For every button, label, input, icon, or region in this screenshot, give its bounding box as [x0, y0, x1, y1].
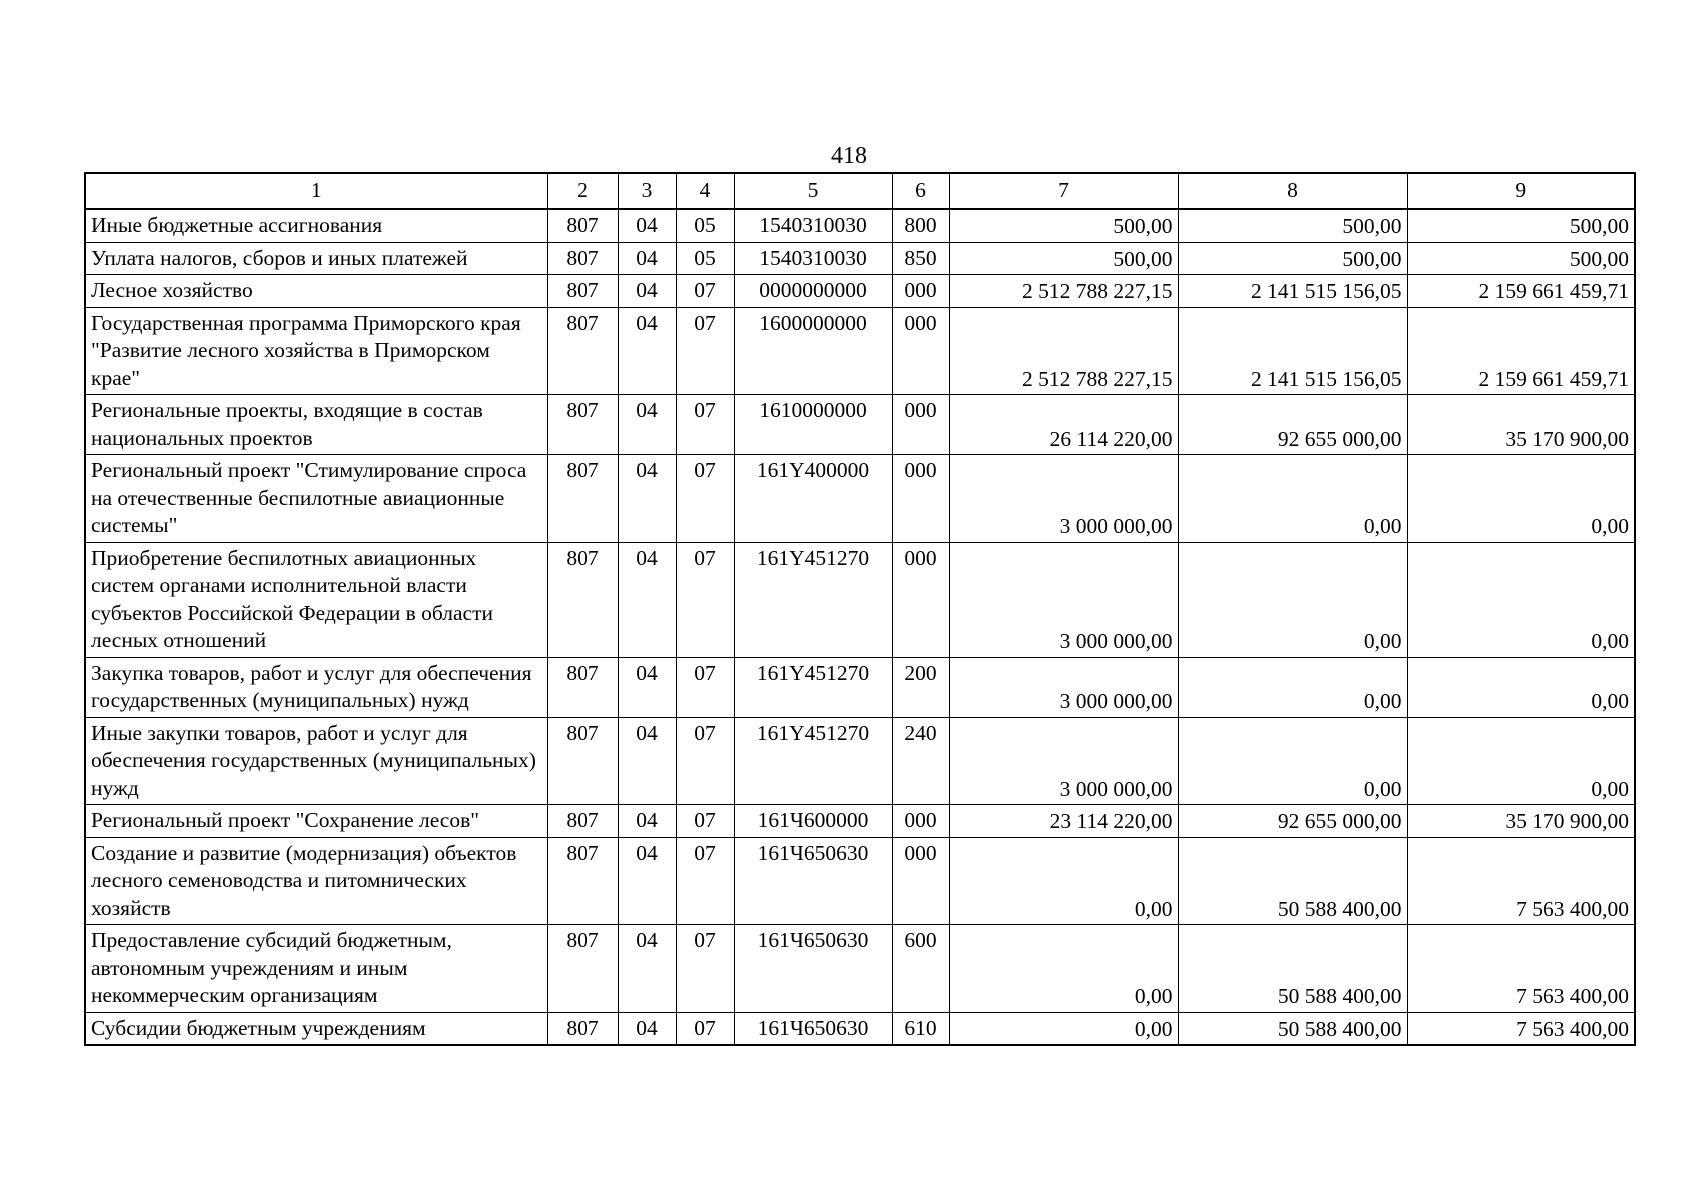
expense-type-code: 000	[892, 542, 949, 657]
amount-col-8	[1178, 307, 1407, 395]
amount-value: 0,00	[1591, 629, 1629, 653]
amount-col-8	[1178, 395, 1407, 455]
amount-value: 500,00	[1569, 246, 1629, 271]
amount-col-9	[1407, 455, 1635, 543]
amount-value: 50 588 400,00	[1277, 1016, 1402, 1041]
item-name: Субсидии бюджетным учреждениям	[85, 1012, 547, 1045]
amount-col-8	[1178, 837, 1407, 925]
ministry-code: 807	[547, 657, 618, 717]
section-code: 04	[618, 395, 676, 455]
amount-col-8	[1178, 805, 1407, 838]
expense-type-code: 850	[892, 242, 949, 275]
section-code: 04	[618, 542, 676, 657]
table-row	[85, 542, 1635, 657]
amount-col-9	[1407, 542, 1635, 657]
expense-type-code: 000	[892, 805, 949, 838]
amount-col-7	[949, 307, 1178, 395]
section-code: 04	[618, 275, 676, 308]
amount-value: 7 563 400,00	[1516, 896, 1629, 921]
amount-value: 0,00	[1363, 629, 1402, 653]
amount-value: 3 000 000,00	[1059, 514, 1173, 538]
expense-type-code: 200	[892, 657, 949, 717]
expense-type-code: 000	[892, 395, 949, 455]
item-name: Региональный проект "Стимулирование спроса на отечественные беспилотные авиационные системы"	[85, 455, 547, 543]
amount-value: 0,00	[1363, 514, 1402, 538]
amount-col-9	[1407, 657, 1635, 717]
subsection-code: 05	[676, 209, 734, 242]
item-name: Предоставление субсидий бюджетным, автономным учреждениям и иным некоммерческим организациям	[85, 925, 547, 1013]
table-row	[85, 657, 1635, 717]
amount-value: 500,00	[1113, 214, 1173, 238]
item-name: Закупка товаров, работ и услуг для обеспечения государственных (муниципальных) нужд	[85, 657, 547, 717]
section-code: 04	[618, 209, 676, 242]
item-name: Иные бюджетные ассигнования	[85, 209, 547, 242]
amount-col-9	[1407, 925, 1635, 1013]
amount-value: 500,00	[1342, 246, 1402, 271]
amount-value: 92 655 000,00	[1277, 809, 1402, 833]
amount-value: 3 000 000,00	[1059, 689, 1173, 713]
amount-value: 0,00	[1363, 689, 1402, 713]
ministry-code: 807	[547, 542, 618, 657]
target-article-code: 1610000000	[734, 395, 892, 455]
target-article-code: 1540310030	[734, 242, 892, 275]
table-row	[85, 805, 1635, 838]
item-name: Приобретение беспилотных авиационных систем органами исполнительной власти субъектов Российской Федерации в области лесных отношений	[85, 542, 547, 657]
amount-value: 35 170 900,00	[1505, 426, 1629, 451]
section-code: 04	[618, 837, 676, 925]
amount-col-7	[949, 837, 1178, 925]
table-row	[85, 395, 1635, 455]
target-article-code: 161Ч600000	[734, 805, 892, 838]
amount-value: 23 114 220,00	[1049, 809, 1173, 833]
amount-value: 0,00	[1591, 514, 1629, 538]
column-header-8: 8	[1178, 173, 1407, 209]
amount-value: 3 000 000,00	[1059, 776, 1173, 801]
amount-value: 50 588 400,00	[1277, 896, 1402, 921]
column-header-7: 7	[949, 173, 1178, 209]
subsection-code: 07	[676, 395, 734, 455]
target-article-code: 161Y451270	[734, 542, 892, 657]
target-article-code: 161Ч650630	[734, 837, 892, 925]
amount-value: 0,00	[1134, 1016, 1173, 1041]
amount-value: 0,00	[1363, 776, 1402, 801]
amount-value: 50 588 400,00	[1277, 984, 1402, 1008]
amount-col-8	[1178, 275, 1407, 308]
section-code: 04	[618, 657, 676, 717]
column-header-4: 4	[676, 173, 734, 209]
section-code: 04	[618, 1012, 676, 1045]
amount-col-7	[949, 1012, 1178, 1045]
table-row	[85, 242, 1635, 275]
amount-value: 2 141 515 156,05	[1251, 279, 1402, 303]
amount-col-7	[949, 925, 1178, 1013]
amount-value: 0,00	[1591, 776, 1629, 801]
section-code: 04	[618, 307, 676, 395]
amount-col-7	[949, 455, 1178, 543]
subsection-code: 07	[676, 1012, 734, 1045]
item-name: Уплата налогов, сборов и иных платежей	[85, 242, 547, 275]
column-header-6: 6	[892, 173, 949, 209]
amount-col-7	[949, 717, 1178, 805]
amount-col-9	[1407, 307, 1635, 395]
subsection-code: 07	[676, 307, 734, 395]
amount-col-8	[1178, 1012, 1407, 1045]
ministry-code: 807	[547, 275, 618, 308]
amount-col-9	[1407, 1012, 1635, 1045]
subsection-code: 07	[676, 542, 734, 657]
amount-col-8	[1178, 657, 1407, 717]
subsection-code: 07	[676, 805, 734, 838]
table-row	[85, 307, 1635, 395]
ministry-code: 807	[547, 455, 618, 543]
amount-value: 2 159 661 459,71	[1478, 279, 1629, 303]
subsection-code: 07	[676, 455, 734, 543]
expense-type-code: 600	[892, 925, 949, 1013]
target-article-code: 161Y451270	[734, 657, 892, 717]
column-header-2: 2	[547, 173, 618, 209]
section-code: 04	[618, 242, 676, 275]
amount-col-9	[1407, 395, 1635, 455]
amount-col-8	[1178, 717, 1407, 805]
amount-value: 0,00	[1134, 984, 1173, 1008]
amount-value: 2 512 788 227,15	[1022, 366, 1173, 391]
target-article-code: 161Y451270	[734, 717, 892, 805]
subsection-code: 07	[676, 717, 734, 805]
subsection-code: 05	[676, 242, 734, 275]
header-row	[85, 173, 1635, 209]
expense-type-code: 000	[892, 455, 949, 543]
item-name: Лесное хозяйство	[85, 275, 547, 308]
amount-value: 2 159 661 459,71	[1478, 366, 1629, 391]
amount-value: 26 114 220,00	[1049, 426, 1173, 451]
target-article-code: 161Y400000	[734, 455, 892, 543]
amount-value: 0,00	[1591, 689, 1629, 713]
amount-col-7	[949, 542, 1178, 657]
target-article-code: 0000000000	[734, 275, 892, 308]
amount-value: 35 170 900,00	[1505, 809, 1629, 833]
section-code: 04	[618, 805, 676, 838]
amount-col-7	[949, 805, 1178, 838]
amount-col-8	[1178, 455, 1407, 543]
amount-value: 2 512 788 227,15	[1022, 279, 1173, 303]
page-number: 418	[831, 143, 867, 169]
expense-type-code: 000	[892, 837, 949, 925]
expense-type-code: 000	[892, 307, 949, 395]
column-header-9: 9	[1407, 173, 1635, 209]
ministry-code: 807	[547, 395, 618, 455]
amount-col-7	[949, 657, 1178, 717]
item-name: Создание и развитие (модернизация) объектов лесного семеноводства и питомнических хозяйств	[85, 837, 547, 925]
amount-col-9	[1407, 805, 1635, 838]
column-header-5: 5	[734, 173, 892, 209]
amount-value: 3 000 000,00	[1059, 629, 1173, 653]
expense-type-code: 610	[892, 1012, 949, 1045]
ministry-code: 807	[547, 717, 618, 805]
amount-col-7	[949, 275, 1178, 308]
amount-col-7	[949, 209, 1178, 242]
subsection-code: 07	[676, 837, 734, 925]
amount-value: 500,00	[1342, 214, 1402, 238]
subsection-code: 07	[676, 657, 734, 717]
subsection-code: 07	[676, 275, 734, 308]
amount-col-7	[949, 395, 1178, 455]
amount-col-8	[1178, 242, 1407, 275]
amount-value: 0,00	[1134, 896, 1173, 921]
section-code: 04	[618, 925, 676, 1013]
amount-col-9	[1407, 209, 1635, 242]
subsection-code: 07	[676, 925, 734, 1013]
column-header-3: 3	[618, 173, 676, 209]
table-row	[85, 837, 1635, 925]
table-row	[85, 209, 1635, 242]
expense-type-code: 000	[892, 275, 949, 308]
amount-value: 2 141 515 156,05	[1251, 366, 1402, 391]
ministry-code: 807	[547, 805, 618, 838]
amount-value: 500,00	[1113, 246, 1173, 271]
amount-value: 7 563 400,00	[1516, 1016, 1629, 1041]
table-row	[85, 925, 1635, 1013]
amount-col-7	[949, 242, 1178, 275]
target-article-code: 1600000000	[734, 307, 892, 395]
item-name: Государственная программа Приморского края "Развитие лесного хозяйства в Приморском крае"	[85, 307, 547, 395]
amount-col-9	[1407, 275, 1635, 308]
column-header-1: 1	[85, 173, 547, 209]
budget-table	[84, 172, 1636, 1046]
amount-value: 92 655 000,00	[1277, 426, 1402, 451]
section-code: 04	[618, 455, 676, 543]
ministry-code: 807	[547, 209, 618, 242]
target-article-code: 161Ч650630	[734, 1012, 892, 1045]
ministry-code: 807	[547, 925, 618, 1013]
amount-col-8	[1178, 542, 1407, 657]
amount-col-8	[1178, 925, 1407, 1013]
amount-col-9	[1407, 717, 1635, 805]
ministry-code: 807	[547, 1012, 618, 1045]
expense-type-code: 800	[892, 209, 949, 242]
item-name: Иные закупки товаров, работ и услуг для обеспечения государственных (муниципальных) нужд	[85, 717, 547, 805]
table-row	[85, 275, 1635, 308]
table-row	[85, 1012, 1635, 1045]
table-row	[85, 455, 1635, 543]
amount-col-8	[1178, 209, 1407, 242]
amount-col-9	[1407, 837, 1635, 925]
amount-col-9	[1407, 242, 1635, 275]
table-row	[85, 717, 1635, 805]
section-code: 04	[618, 717, 676, 805]
item-name: Региональный проект "Сохранение лесов"	[85, 805, 547, 838]
ministry-code: 807	[547, 307, 618, 395]
item-name: Региональные проекты, входящие в состав национальных проектов	[85, 395, 547, 455]
target-article-code: 161Ч650630	[734, 925, 892, 1013]
amount-value: 500,00	[1569, 214, 1629, 238]
ministry-code: 807	[547, 242, 618, 275]
amount-value: 7 563 400,00	[1516, 984, 1629, 1008]
expense-type-code: 240	[892, 717, 949, 805]
ministry-code: 807	[547, 837, 618, 925]
target-article-code: 1540310030	[734, 209, 892, 242]
